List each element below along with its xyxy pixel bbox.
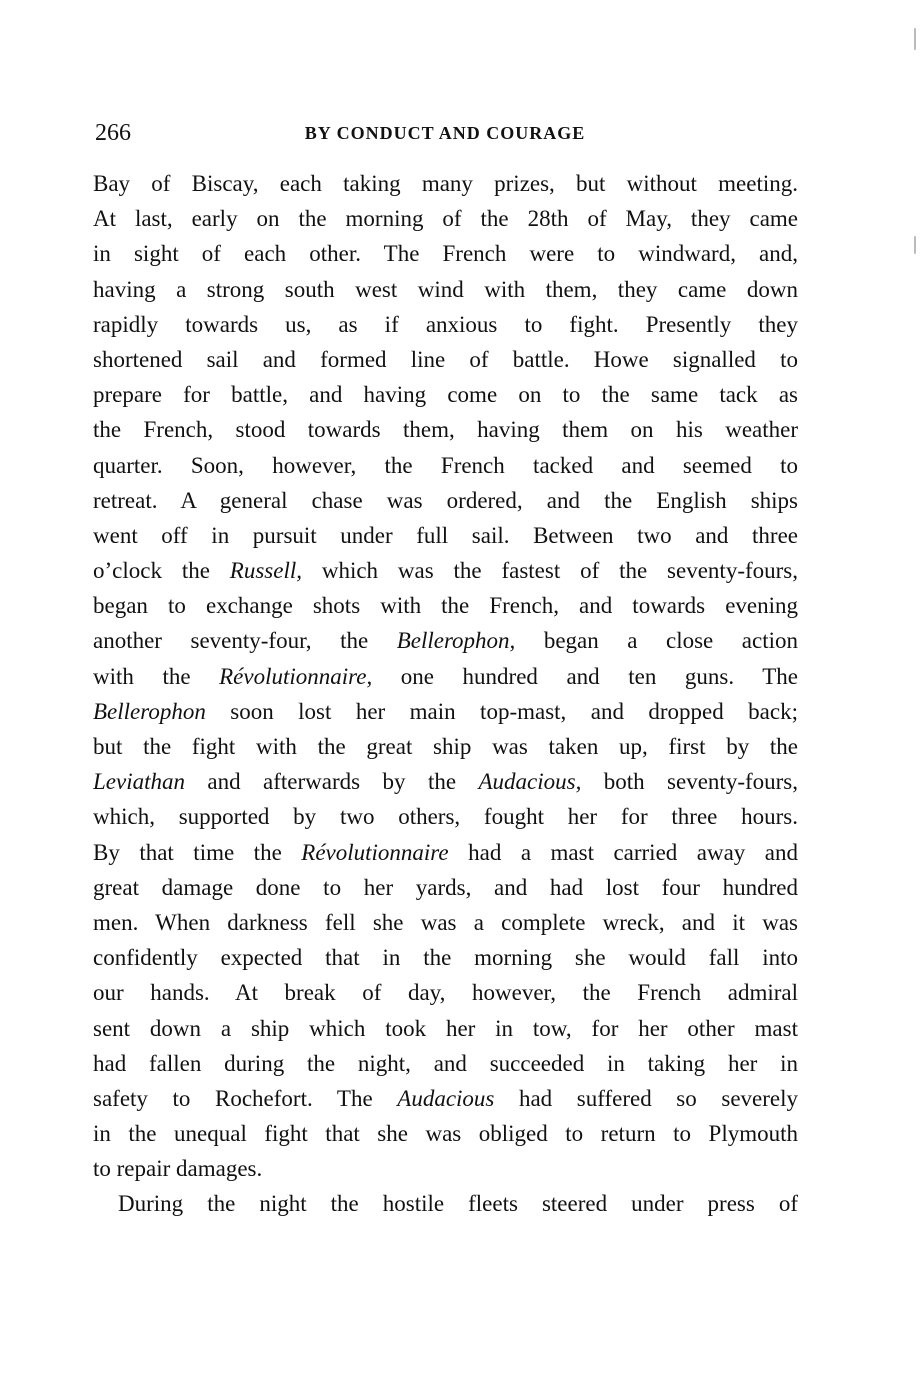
ship-name: Bellerophon,: [396, 628, 516, 654]
text-line: At last, early on the morning of the 28th of May, they came: [93, 206, 798, 232]
ship-name: Leviathan: [93, 769, 185, 795]
text-line: By that time the Révolutionnaire had a mast carried away and: [93, 839, 798, 865]
text-line: During the night the hostile fleets steered under press of: [118, 1191, 798, 1217]
text-line: confidently expected that in the morning she would fall into: [93, 945, 798, 971]
text-line: rapidly towards us, as if anxious to fight. Presently they: [93, 311, 798, 337]
text-line: another seventy-four, the Bellerophon, began a close action: [93, 628, 798, 654]
text-line: Bay of Biscay, each taking many prizes, but without meeting.: [93, 171, 798, 196]
scan-speck: [914, 28, 916, 50]
text-line: to repair damages.: [93, 1156, 263, 1182]
text-line: which, supported by two others, fought her for three hours.: [93, 804, 798, 830]
text-line: went off in pursuit under full sail. Between two and three: [93, 522, 798, 548]
text-line: quarter. Soon, however, the French tacked and seemed to: [93, 452, 798, 478]
text-line: retreat. A general chase was ordered, and the English ships: [93, 487, 798, 513]
text-line: began to exchange shots with the French, and towards evening: [93, 593, 798, 619]
text-line: sent down a ship which took her in tow, for her other mast: [93, 1015, 798, 1041]
text-line: Leviathan and afterwards by the Audacious, both seventy-fours,: [93, 769, 798, 795]
text-line: in the unequal fight that she was obliged to return to Plymouth: [93, 1121, 798, 1147]
text-line: o’clock the Russell, which was the fastest of the seventy-fours,: [93, 558, 798, 584]
text-line: Bellerophon soon lost her main top-mast, and dropped back;: [93, 698, 798, 724]
text-line: with the Révolutionnaire, one hundred and ten guns. The: [93, 663, 798, 689]
text-line: men. When darkness fell she was a complete wreck, and it was: [93, 909, 798, 935]
text-line: shortened sail and formed line of battle. Howe signalled to: [93, 346, 798, 372]
ship-name: Russell,: [229, 558, 302, 584]
text-line: safety to Rochefort. The Audacious had suffered so severely: [93, 1085, 798, 1111]
ship-name: Bellerophon: [93, 698, 206, 724]
ship-name: Audacious: [397, 1085, 495, 1111]
page-header: [95, 116, 795, 150]
scan-speck: [914, 236, 916, 254]
ship-name: Révolutionnaire,: [219, 663, 373, 689]
text-line: but the fight with the great ship was taken up, first by the: [93, 734, 798, 759]
page-number: 266: [95, 120, 131, 146]
text-line: had fallen during the night, and succeeded in taking her in: [93, 1050, 798, 1076]
text-line: great damage done to her yards, and had lost four hundred: [93, 874, 798, 900]
ship-name: Révolutionnaire: [301, 839, 449, 865]
ship-name: Audacious,: [478, 769, 582, 795]
text-line: the French, stood towards them, having them on his weather: [93, 417, 798, 443]
text-line: our hands. At break of day, however, the French admiral: [93, 980, 798, 1006]
body-text: [93, 166, 798, 1222]
running-title: BY CONDUCT AND COURAGE: [304, 123, 586, 143]
text-line: prepare for battle, and having come on to the same tack as: [93, 382, 798, 408]
text-line: having a strong south west wind with them, they came down: [93, 276, 798, 302]
text-line: in sight of each other. The French were to windward, and,: [93, 241, 798, 267]
